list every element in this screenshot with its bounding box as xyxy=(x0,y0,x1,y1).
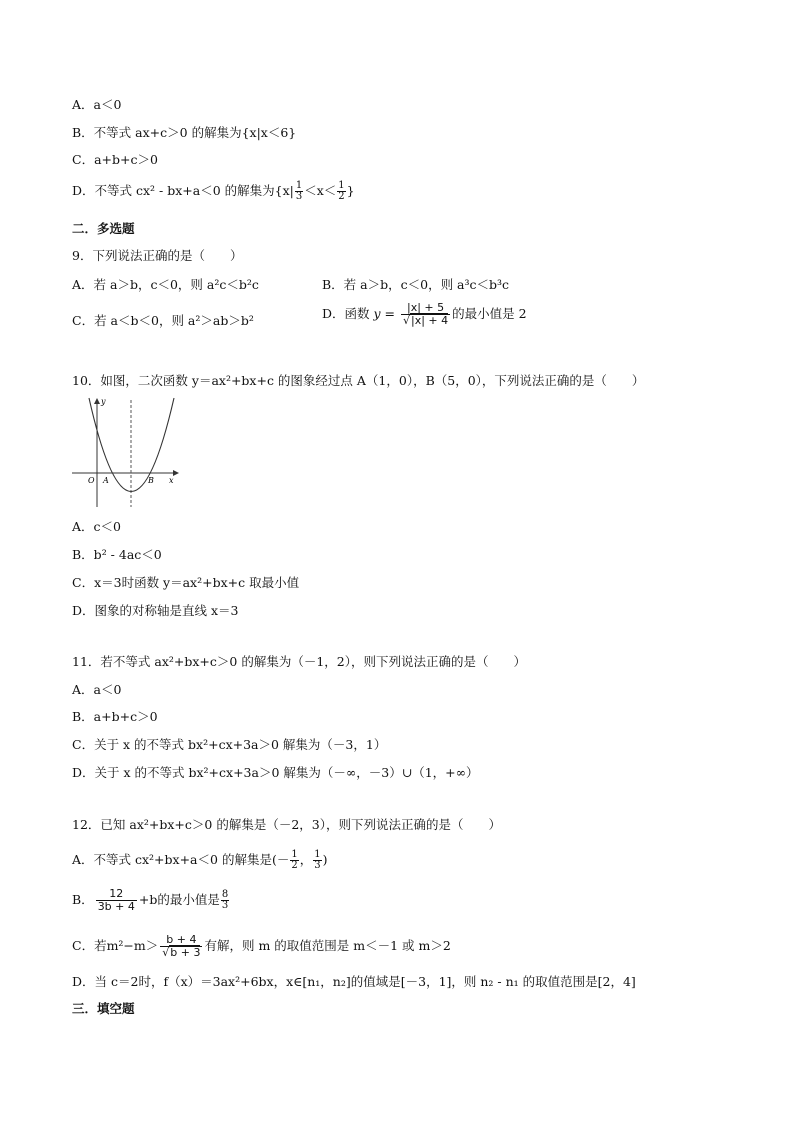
q9-option-b: B．若 a＞b，c＜0，则 a³c＜b³c xyxy=(322,277,510,292)
q12-option-a-pre: A．不等式 cx²+bx+a＜0 的解集是(－ xyxy=(72,852,290,867)
q10-option-d: D．图象的对称轴是直线 x＝3 xyxy=(72,603,239,618)
q8-option-c: C．a+b+c＞0 xyxy=(72,152,158,167)
q12-a-frac-2-num: 1 xyxy=(314,849,321,860)
q8-d-frac-1-den: 3 xyxy=(295,191,303,202)
q8-option-b-post: 的解集为{x|x＜6} xyxy=(187,125,297,140)
q12-b-min-fraction xyxy=(221,890,229,911)
q10-parabola-graph xyxy=(70,395,185,510)
q12-a-frac-1 xyxy=(290,850,298,871)
q11-option-a: A．a＜0 xyxy=(72,682,122,697)
q12-b-numerator: 12 xyxy=(96,888,137,901)
q12-option-b-pre: B． xyxy=(72,892,94,907)
q12-option-c-pre: C．若m²−m＞ xyxy=(72,938,159,953)
q8-d-frac-1 xyxy=(295,181,303,202)
q11-option-d: D．关于 x 的不等式 bx²+cx+3a＞0 解集为（－∞，－3）∪（1，+∞） xyxy=(72,765,479,780)
section-fill-blank: 三．填空题 xyxy=(72,1001,135,1016)
q9-option-d-post: 的最小值是 2 xyxy=(452,306,527,321)
q12-a-frac-1-den: 2 xyxy=(291,860,298,871)
q8-option-d-post: } xyxy=(346,183,355,198)
q8-option-d-pre: D．不等式 cx² - bx+a＜0 的解集为{x| xyxy=(72,183,294,198)
graph-label-o: O xyxy=(88,476,95,485)
q12-option-a xyxy=(72,850,327,871)
q12-option-a-post: ) xyxy=(322,852,328,867)
q12-a-frac-2 xyxy=(313,850,321,871)
q9-stem: 9．下列说法正确的是（ ） xyxy=(72,248,243,263)
q12-stem: 12．已知 ax²+bx+c＞0 的解集是（－2，3），则下列说法正确的是（ ） xyxy=(72,817,501,832)
graph-label-x: x xyxy=(169,476,174,485)
q8-d-frac-1-num: 1 xyxy=(295,180,303,191)
q12-b-min-den: 3 xyxy=(221,900,229,911)
q8-d-frac-2-den: 2 xyxy=(338,191,345,202)
q11-stem: 11．若不等式 ax²+bx+c＞0 的解集为（－1，2），则下列说法正确的是（ ） xyxy=(72,654,526,669)
q10-option-b: B．b² - 4ac＜0 xyxy=(72,547,162,562)
graph-label-b: B xyxy=(148,476,154,485)
q8-option-b xyxy=(72,125,296,141)
q12-c-denominator-radicand: b + 3 xyxy=(170,946,201,959)
graph-label-y: y xyxy=(101,397,106,406)
q11-option-b: B．a+b+c＞0 xyxy=(72,709,158,724)
q12-b-min-num: 8 xyxy=(221,889,229,900)
q9-d-denominator: √|x| + 4 xyxy=(403,314,449,327)
q9-d-denominator-radicand: |x| + 4 xyxy=(411,314,449,327)
q12-b-fraction xyxy=(96,888,137,913)
q8-option-b-pre: B．不等式 xyxy=(72,125,136,140)
q8-option-d xyxy=(72,181,355,202)
q8-option-a: A．a＜0 xyxy=(72,97,122,112)
q12-a-frac-2-den: 3 xyxy=(314,860,321,871)
q9-option-c: C．若 a＜b＜0，则 a²＞ab＞b² xyxy=(72,313,254,328)
q12-option-a-mid: ， xyxy=(299,852,313,867)
q9-d-numerator: |x| + 5 xyxy=(401,302,450,315)
q8-option-b-math: ax+c＞0 xyxy=(135,125,188,140)
q12-a-frac-1-num: 1 xyxy=(291,849,298,860)
q12-option-b xyxy=(72,888,230,913)
q9-option-a: A．若 a＞b，c＜0，则 a²c＜b²c xyxy=(72,277,259,292)
q12-option-d: D．当 c＝2时，f（x）＝3ax²+6bx，x∈[n₁，n₂]的值域是[－3，1]，则 n₂ - n₁ 的取值范围是[2，4] xyxy=(72,974,636,989)
q11-option-c: C．关于 x 的不等式 bx²+cx+3a＞0 解集为（－3，1） xyxy=(72,737,387,752)
q12-b-denominator: 3b + 4 xyxy=(97,900,135,913)
q8-d-frac-2 xyxy=(337,181,345,202)
q9-option-d: D．函数 y = $\frac{|x| + 5}{√|x| + 4}$ 的最小值是 2 xyxy=(322,301,527,327)
q12-c-fraction xyxy=(160,934,202,959)
q10-stem: 10．如图，二次函数 y＝ax²+bx+c 的图象经过点 A（1，0），B（5，0），下列说法正确的是（ ） xyxy=(72,373,645,388)
q12-option-c-post: 有解，则 m 的取值范围是 m＜－1 或 m＞2 xyxy=(204,938,451,953)
q12-option-c xyxy=(72,934,451,959)
q12-option-b-mid: +b的最小值是 xyxy=(138,892,220,907)
section-multi-choice: 二．多选题 xyxy=(72,221,135,236)
q12-c-numerator: b + 4 xyxy=(160,934,202,947)
q8-option-d-mid: ＜x＜ xyxy=(304,183,337,198)
graph-label-a: A xyxy=(103,476,109,485)
q9-option-d-pre: D．函数 xyxy=(322,306,370,321)
q10-option-c: C．x＝3时函数 y＝ax²+bx+c 取最小值 xyxy=(72,575,300,590)
q10-option-a: A．c＜0 xyxy=(72,519,121,534)
q8-d-frac-2-num: 1 xyxy=(338,180,345,191)
q9-d-fraction xyxy=(401,302,450,327)
q12-c-denominator: √b + 3 xyxy=(162,946,201,959)
